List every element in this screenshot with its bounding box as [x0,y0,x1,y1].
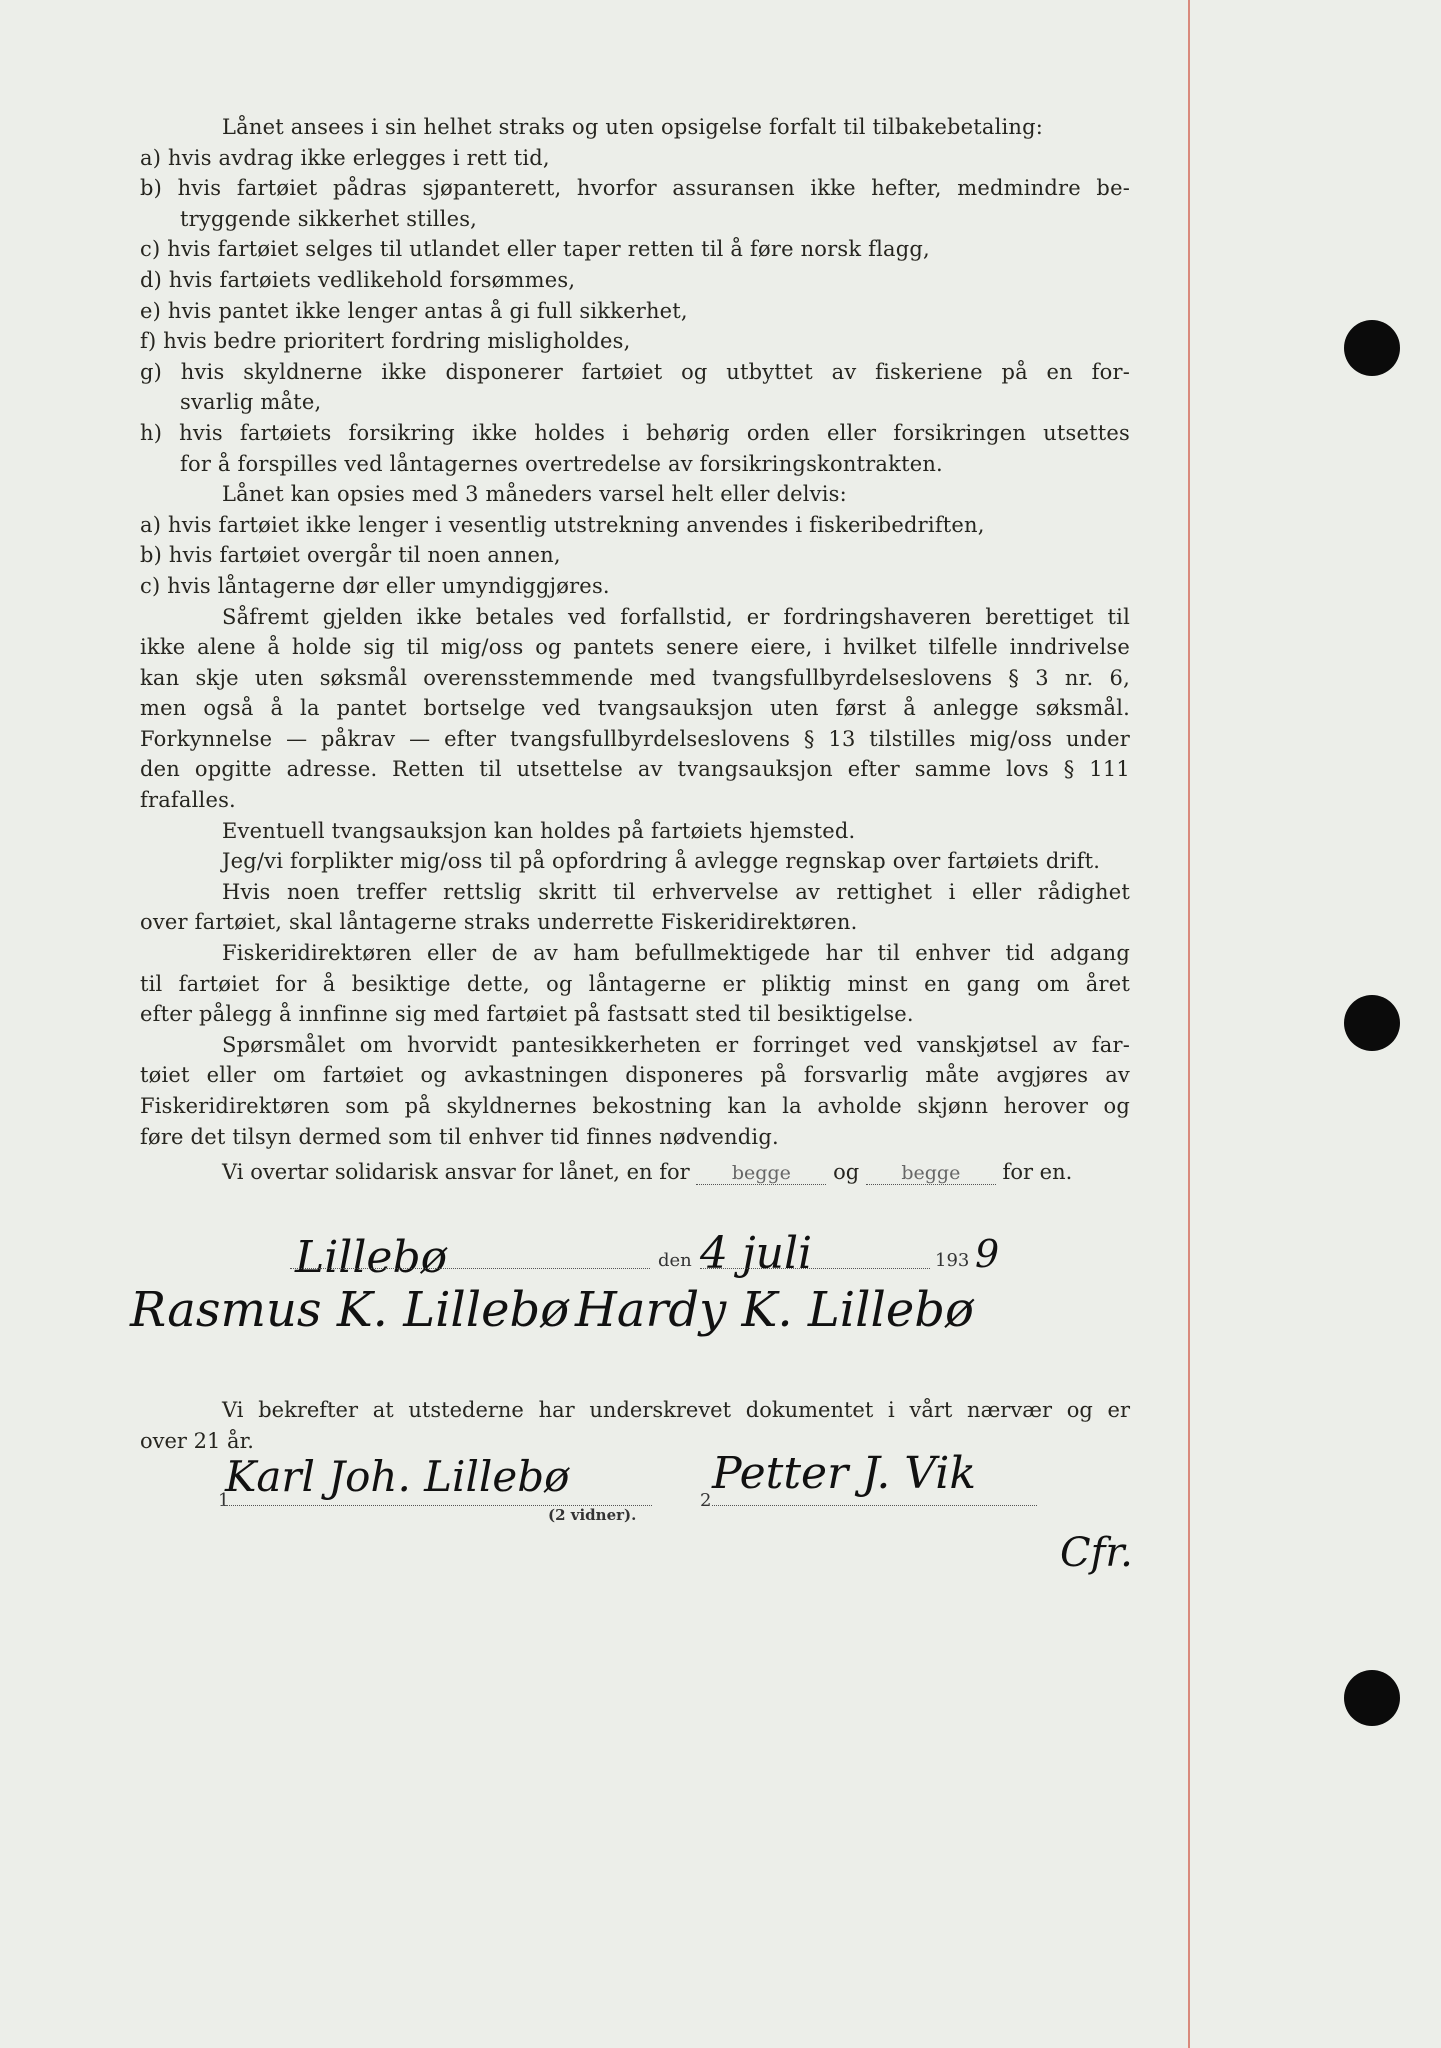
document-line: men også å la pantet bortselge ved tvangsauksjon uten først å anlegge søksmål. [140,696,1130,721]
document-line: den opgitte adresse. Retten til utsettelse av tvangsauksjon efter samme lovs § 111 [140,757,1130,782]
attest-line-2: over 21 år. [140,1429,254,1453]
document-line: til fartøiet for å besiktige dette, og låntagerne er pliktig minst en gang om året [140,971,1130,996]
document-line: Spørsmålet om hvorvidt pantesikkerheten er forringet ved vanskjøtsel av far- [222,1032,1130,1057]
document-line: b) hvis fartøiet pådras sjøpanterett, hvorfor assuransen ikke hefter, medmindre be- [140,176,1130,201]
document-line: tryggende sikkerhet stilles, [180,206,478,231]
red-margin-line [1188,0,1190,2048]
document-line: Lånet ansees i sin helhet straks og uten opsigelse forfalt til tilbakebetaling: [222,115,1044,139]
signature-1: Rasmus K. Lillebø [130,1282,570,1338]
witness-1-signature: Karl Joh. Lillebø [225,1452,570,1501]
initials: Cfr. [1060,1530,1133,1576]
liability-field-1: begge [696,1162,826,1185]
document-line: Fiskeridirektøren eller de av ham befullmektigede har til enhver tid adgang [222,941,1130,966]
date-handwritten: 4 juli [700,1228,813,1279]
signature-2: Hardy K. Lillebø [575,1282,974,1338]
document-line: tøiet eller om fartøiet og avkastningen disponeres på forsvarlig måte avgjøres av [140,1063,1130,1088]
punch-hole-middle [1344,995,1400,1051]
punch-hole-top [1344,320,1400,376]
place-handwritten: Lillebø [295,1232,448,1283]
document-line: Såfremt gjelden ikke betales ved forfallstid, er fordringshaveren berettiget til [222,604,1130,629]
year-printed: 193 [935,1250,970,1271]
document-body [140,112,1130,1152]
document-line: Eventuell tvangsauksjon kan holdes på fartøiets hjemsted. [222,818,856,843]
document-line: efter pålegg å innfinne sig med fartøiet på fastsatt sted til besiktigelse. [140,1002,914,1027]
document-line: Fiskeridirektøren som på skyldnernes bekostning kan la avholde skjønn herover og [140,1094,1130,1118]
document-line: c) hvis låntagerne dør eller umyndiggjøres. [140,573,610,598]
document-line: svarlig måte, [180,390,322,415]
liability-mid: og [833,1160,860,1184]
document-line: b) hvis fartøiet overgår til noen annen, [140,543,561,568]
document-line: d) hvis fartøiets vedlikehold forsømmes, [140,267,576,292]
document-line: over fartøiet, skal låntagerne straks underrette Fiskeridirektøren. [140,910,858,935]
liability-text: Vi overtar solidarisk ansvar for lånet, en for [222,1160,690,1184]
document-line: ikke alene å holde sig til mig/oss og pantets senere eiere, i hvilket tilfelle inndrivelse [140,635,1130,660]
document-line: a) hvis avdrag ikke erlegges i rett tid, [140,145,550,170]
den-label: den [658,1250,692,1271]
document-line: e) hvis pantet ikke lenger antas å gi full sikkerhet, [140,298,688,323]
witness-2-line [712,1505,1037,1506]
document-line: g) hvis skyldnerne ikke disponerer fartøiet og utbyttet av fiskeriene på en for- [140,359,1130,384]
liability-field-2: begge [866,1162,996,1185]
witness-2-signature: Petter J. Vik [712,1448,977,1499]
document-line: Forkynnelse — påkrav — efter tvangsfullbyrdelseslovens § 13 tilstilles mig/oss under [140,726,1130,751]
year-handwritten: 9 [975,1232,1000,1276]
punch-hole-bottom [1344,1670,1400,1726]
witness-1-number: 1 [218,1490,230,1511]
document-line: frafalles. [140,788,236,813]
liability-post: for en. [1002,1160,1073,1184]
witness-2-number: 2 [700,1490,712,1511]
date-line [700,1268,930,1269]
document-line: h) hvis fartøiets forsikring ikke holdes i behørig orden eller forsikringen utsettes [140,420,1130,445]
document-line: c) hvis fartøiet selges til utlandet eller taper retten til å føre norsk flagg, [140,237,930,262]
document-line: f) hvis bedre prioritert fordring misligholdes, [140,329,631,354]
document-line: Lånet kan opsies med 3 måneders varsel helt eller delvis: [222,482,847,507]
witness-note: (2 vidner). [548,1506,637,1524]
document-line: kan skje uten søksmål overensstemmende med tvangsfullbyrdelseslovens § 3 nr. 6, [140,665,1130,690]
attest-line-1: Vi bekrefter at utstederne har underskrevet dokumentet i vårt nærvær og er [222,1398,1130,1422]
document-line: Jeg/vi forplikter mig/oss til på opfordring å avlegge regnskap over fartøiets drift. [222,849,1101,874]
document-line: a) hvis fartøiet ikke lenger i vesentlig utstrekning anvendes i fiskeribedriften, [140,512,985,537]
liability-line [222,1160,1130,1185]
document-line: føre det tilsyn dermed som til enhver tid finnes nødvendig. [140,1124,779,1149]
place-line [290,1268,650,1269]
document-line: Hvis noen treffer rettslig skritt til erhvervelse av rettighet i eller rådighet [222,879,1130,904]
document-line: for å forspilles ved låntagernes overtredelse av forsikringskontrakten. [180,451,943,476]
